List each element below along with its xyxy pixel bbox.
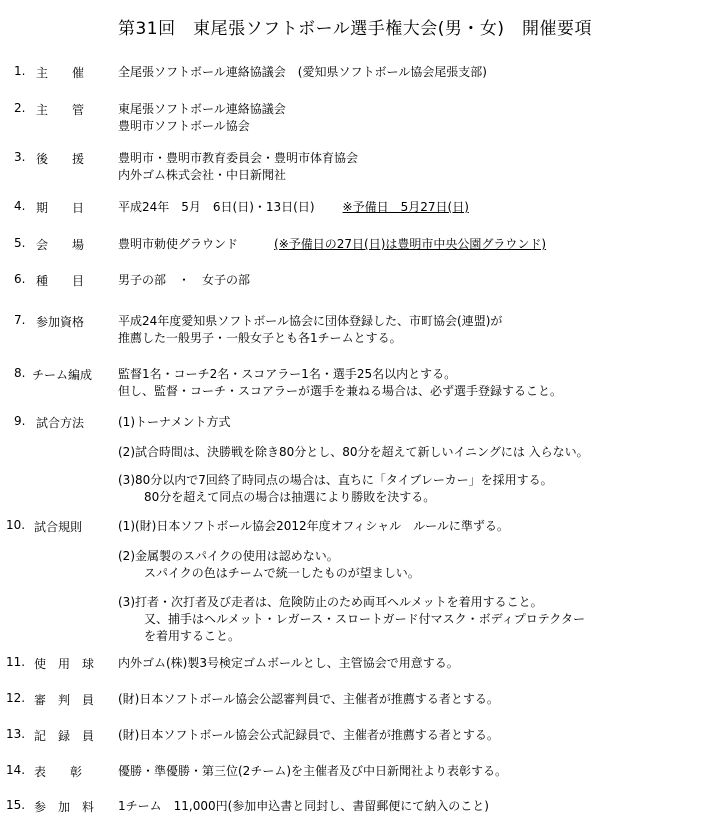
item-content — [118, 236, 546, 253]
sub-item — [118, 518, 509, 535]
item-number: 5. — [14, 236, 26, 250]
item-content — [118, 798, 489, 815]
content-line: 豊明市ソフトボール協会 — [118, 119, 250, 133]
content-line: 全尾張ソフトボール連絡協議会 (愛知県ソフトボール協会尾張支部) — [118, 65, 487, 79]
content-line: 優勝・準優勝・第三位(2チーム)を主催者及び中日新聞社より表彰する。 — [118, 764, 508, 778]
item-number: 8. — [14, 366, 26, 380]
item-label: 記 録 員 — [34, 729, 95, 743]
content-line: 平成24年度愛知県ソフトボール協会に団体登録した、市町協会(連盟)が — [118, 314, 503, 328]
item-content — [118, 199, 469, 216]
content-line: 1チーム 11,000円(参加申込書と同封し、書留郵便にて納入のこと) — [118, 799, 489, 813]
item-number: 4. — [14, 199, 26, 213]
item-label: 参 加 料 — [34, 800, 95, 814]
item-label: チーム編成 — [32, 368, 93, 382]
item-label: 使 用 球 — [34, 657, 95, 671]
item-content — [118, 763, 507, 780]
item-number: 7. — [14, 313, 26, 327]
sub-item — [118, 444, 589, 461]
item-label: 会 場 — [36, 238, 85, 252]
content-line: (1)(財)日本ソフトボール協会2012年度オフィシャル ルールに準ずる。 — [118, 519, 509, 533]
item-number: 6. — [14, 272, 26, 286]
item-label: 期 日 — [36, 201, 85, 215]
page-title: 第31回 東尾張ソフトボール選手権大会(男・女) 開催要項 — [117, 19, 593, 39]
content-line: 但し、監督・コーチ・スコアラーが選手を兼ねる場合は、必ず選手登録すること。 — [118, 384, 563, 398]
item-label: 試合規則 — [34, 520, 83, 534]
item-label: 種 目 — [36, 274, 85, 288]
content-line: (3)打者・次打者及び走者は、危険防止のため両耳ヘルメットを着用すること。 — [118, 595, 543, 609]
content-line: 東尾張ソフトボール連絡協議会 — [118, 102, 286, 116]
content-line: (財)日本ソフトボール協会公認審判員で、主催者が推薦する者とする。 — [118, 692, 499, 706]
item-label: 試合方法 — [36, 416, 85, 430]
item-number: 14. — [6, 763, 26, 777]
item-label: 審 判 員 — [34, 693, 95, 707]
content-line: 豊明市・豊明市教育委員会・豊明市体育協会 — [118, 151, 359, 165]
item-content — [118, 727, 499, 744]
content-line: 80分を超えて同点の場合は抽選により勝敗を決する。 — [144, 490, 436, 504]
sub-item — [118, 594, 585, 645]
sub-item — [118, 472, 553, 506]
item-number: 2. — [14, 101, 26, 115]
item-content — [118, 272, 250, 289]
item-number: 1. — [14, 64, 26, 78]
item-content — [118, 313, 502, 347]
date-reserve-note: ※予備日 5月27日(日) — [342, 200, 469, 214]
item-label: 表 彰 — [34, 765, 83, 779]
sub-item — [118, 548, 420, 582]
item-number: 9. — [14, 414, 26, 428]
item-label: 後 援 — [36, 152, 85, 166]
content-line: スパイクの色はチームで統一したものが望ましい。 — [144, 566, 420, 580]
item-label: 主 催 — [36, 66, 85, 80]
content-line: 監督1名・コーチ2名・スコアラー1名・選手25名以内とする。 — [118, 367, 457, 381]
content-line: (3)80分以内で7回終了時同点の場合は、直ちに「タイブレーカー」を採用する。 — [118, 473, 553, 487]
content-line: 男子の部 ・ 女子の部 — [118, 273, 251, 287]
item-label: 主 管 — [36, 103, 85, 117]
date-main: 平成24年 5月 6日(日)・13日(日) — [118, 200, 315, 214]
item-number: 11. — [6, 655, 26, 669]
content-line: (財)日本ソフトボール協会公式記録員で、主催者が推薦する者とする。 — [118, 728, 499, 742]
item-content — [118, 101, 286, 135]
item-number: 13. — [6, 727, 26, 741]
sub-item — [118, 414, 231, 431]
item-content — [118, 655, 459, 672]
content-line: (2)試合時間は、決勝戦を除き80分とし、80分を超えて新しいイニングには 入らない。 — [118, 445, 589, 459]
content-line: 推薦した一般男子・一般女子とも各1チームとする。 — [118, 331, 402, 345]
item-content — [118, 366, 562, 400]
item-label: 参加資格 — [36, 315, 85, 329]
content-line: 内外ゴム(株)製3号検定ゴムボールとし、主管協会で用意する。 — [118, 656, 459, 670]
item-number: 12. — [6, 691, 26, 705]
venue-main: 豊明市勅使グラウンド — [118, 237, 239, 251]
content-line: 内外ゴム株式会社・中日新聞社 — [118, 168, 287, 182]
item-number: 3. — [14, 150, 26, 164]
item-content — [118, 64, 487, 81]
content-line: (1)トーナメント方式 — [118, 415, 231, 429]
item-content — [118, 691, 499, 708]
item-number: 15. — [6, 798, 26, 812]
content-line: (2)金属製のスパイクの使用は認めない。 — [118, 549, 339, 563]
content-line: 又、捕手はヘルメット・レガース・スロートガード付マスク・ボディプロテクター — [144, 612, 586, 626]
venue-reserve-note: (※予備日の27日(日)は豊明市中央公園グラウンド) — [274, 237, 547, 251]
content-line: を着用すること。 — [144, 629, 241, 643]
item-number: 10. — [6, 518, 26, 532]
item-content — [118, 150, 358, 184]
